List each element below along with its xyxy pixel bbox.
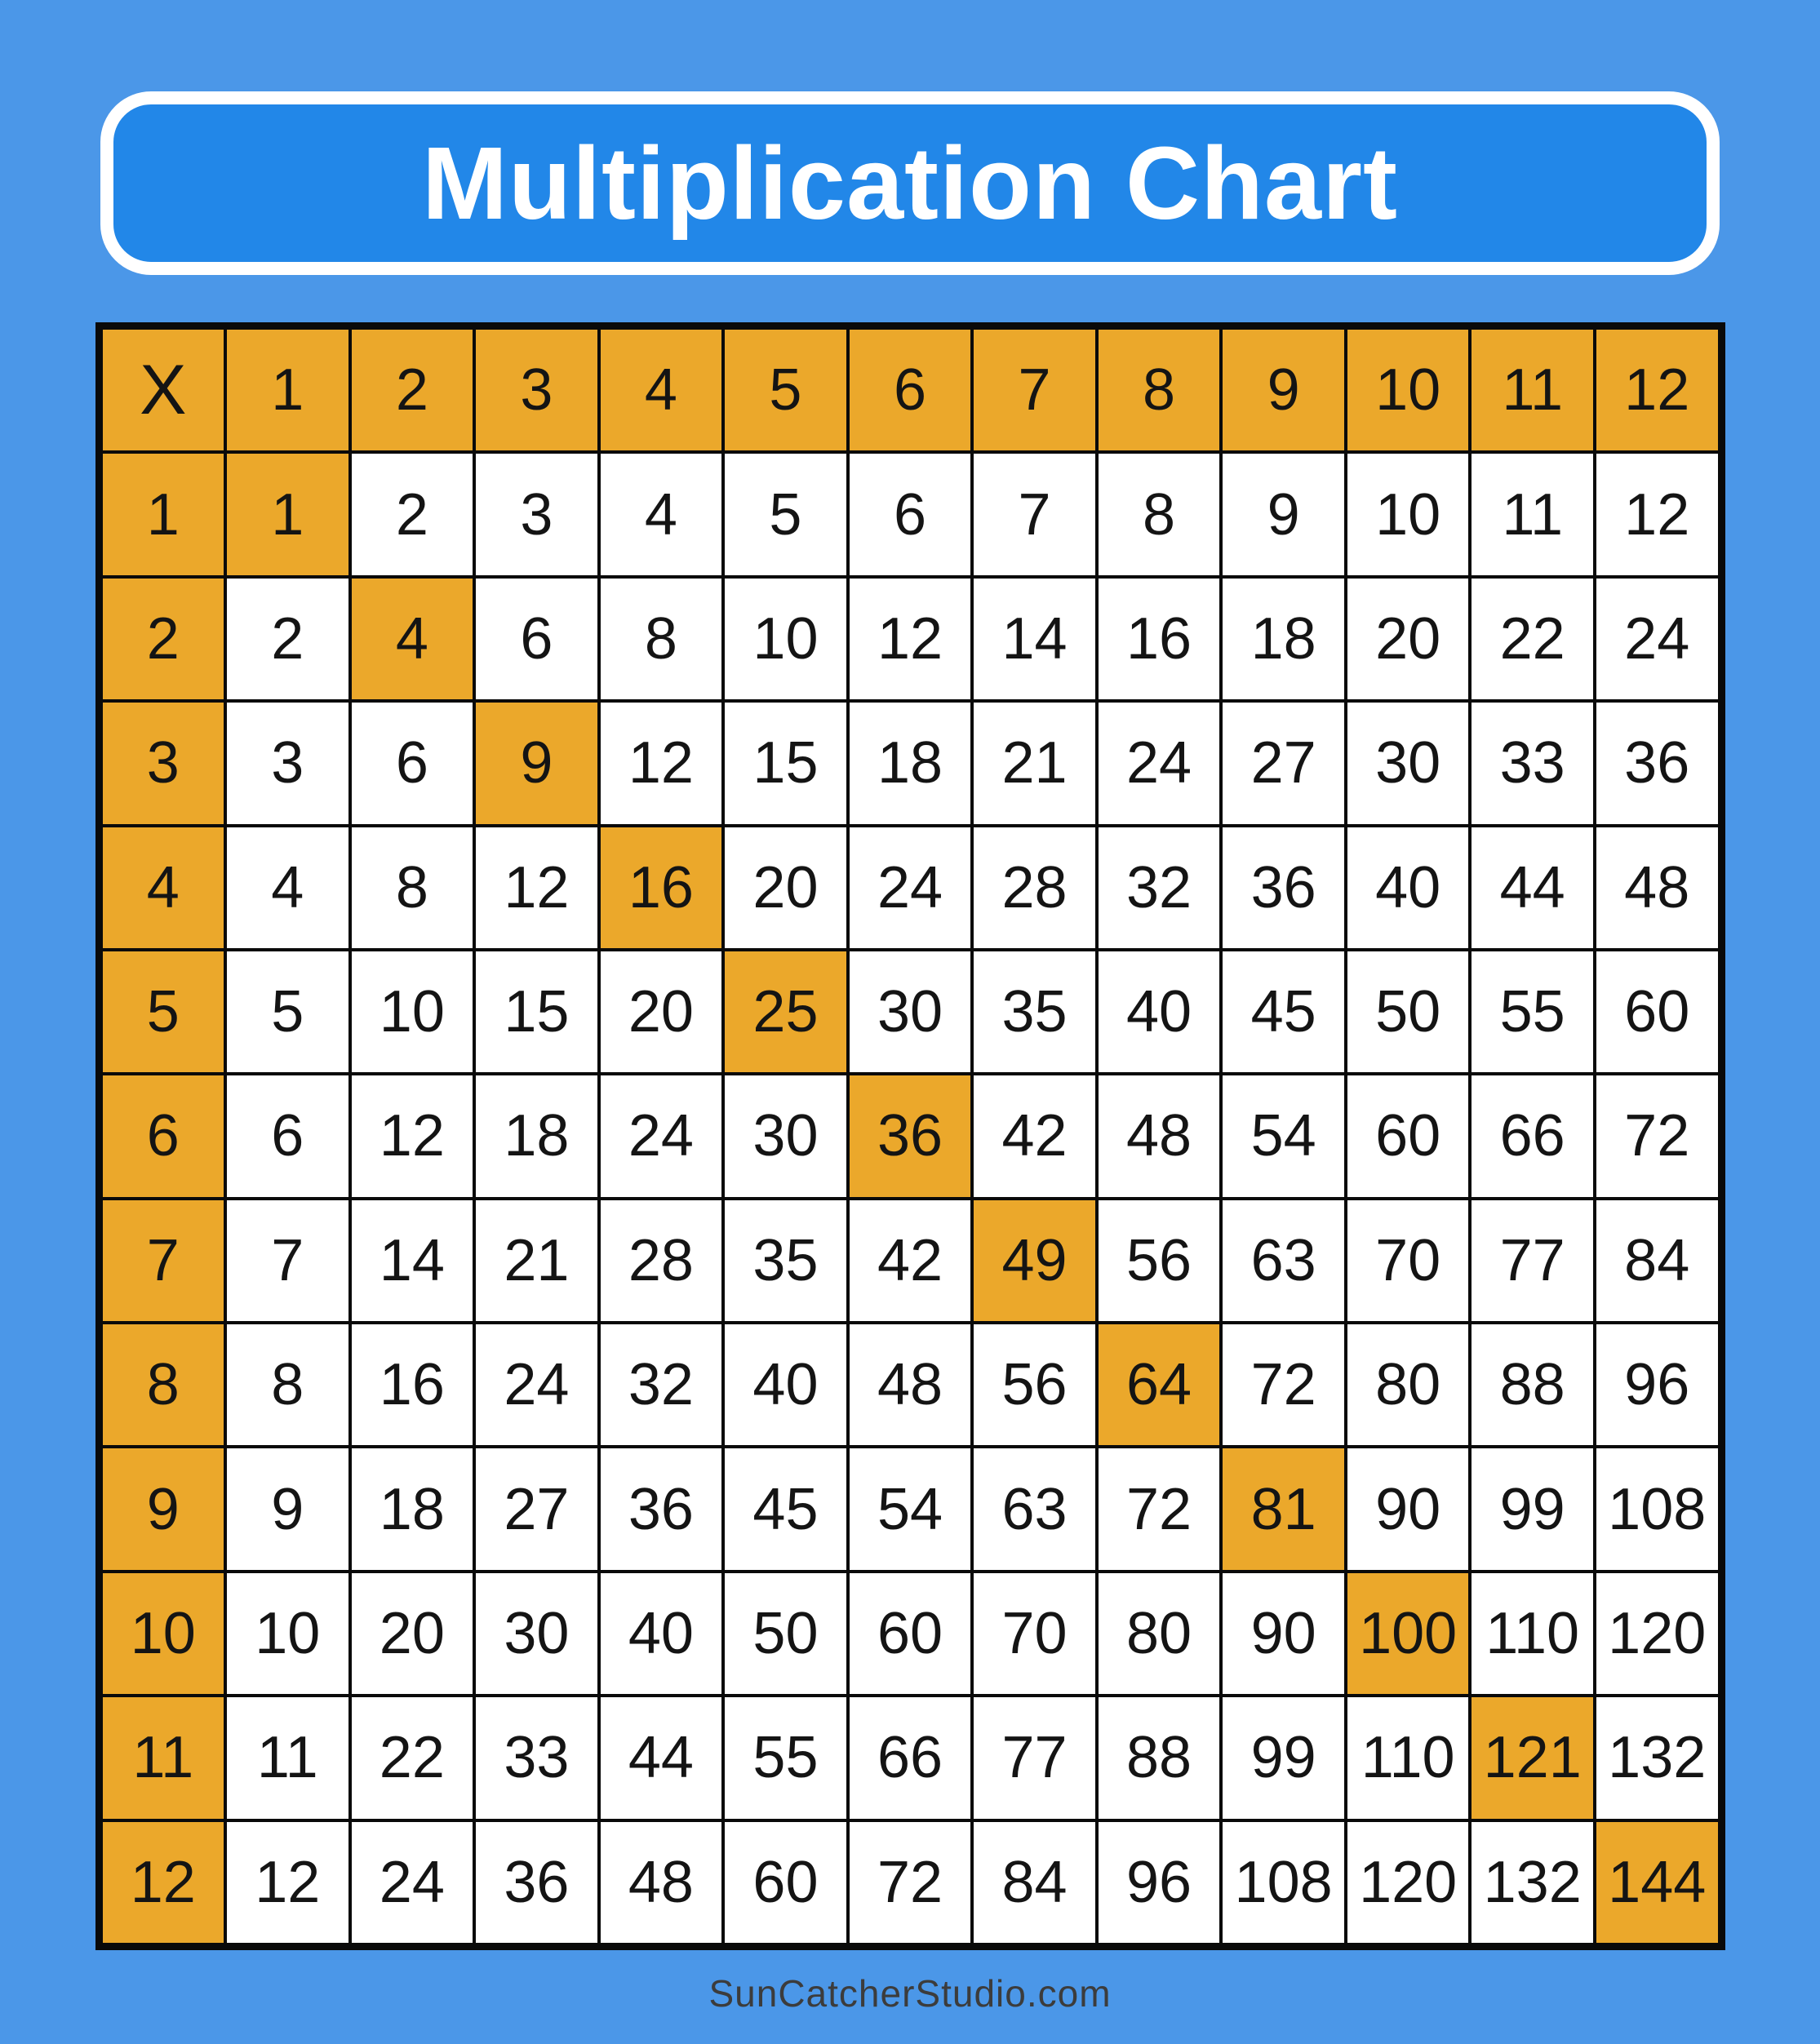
multiplication-table bbox=[103, 330, 1718, 1943]
product-cell: 28 bbox=[601, 1200, 722, 1321]
product-cell: 8 bbox=[601, 579, 722, 699]
product-cell: 28 bbox=[974, 827, 1095, 948]
multiplication-table-frame bbox=[95, 322, 1725, 1950]
product-cell: 40 bbox=[601, 1573, 722, 1694]
product-cell: 22 bbox=[352, 1697, 473, 1818]
product-cell: 8 bbox=[227, 1324, 348, 1445]
product-cell: 45 bbox=[1223, 951, 1344, 1072]
product-cell: 2 bbox=[352, 454, 473, 574]
product-cell: 18 bbox=[850, 703, 971, 823]
row-header-cell: 4 bbox=[103, 827, 224, 948]
product-cell: 12 bbox=[1596, 454, 1718, 574]
product-cell: 63 bbox=[1223, 1200, 1344, 1321]
row-header-cell: 7 bbox=[103, 1200, 224, 1321]
product-cell: 84 bbox=[1596, 1200, 1718, 1321]
product-cell: 70 bbox=[974, 1573, 1095, 1694]
product-cell: 55 bbox=[1472, 951, 1593, 1072]
product-cell: 6 bbox=[850, 454, 971, 574]
product-cell: 99 bbox=[1472, 1448, 1593, 1569]
product-cell: 24 bbox=[601, 1075, 722, 1196]
product-cell: 88 bbox=[1099, 1697, 1220, 1818]
product-cell: 32 bbox=[1099, 827, 1220, 948]
product-cell: 12 bbox=[601, 703, 722, 823]
col-header-cell: 10 bbox=[1347, 330, 1469, 450]
product-cell: 66 bbox=[1472, 1075, 1593, 1196]
row-header-cell: 2 bbox=[103, 579, 224, 699]
product-cell: 8 bbox=[1099, 454, 1220, 574]
square-product-cell: 4 bbox=[352, 579, 473, 699]
product-cell: 120 bbox=[1347, 1822, 1469, 1943]
product-cell: 80 bbox=[1099, 1573, 1220, 1694]
product-cell: 22 bbox=[1472, 579, 1593, 699]
col-header-cell: 9 bbox=[1223, 330, 1344, 450]
product-cell: 11 bbox=[1472, 454, 1593, 574]
product-cell: 66 bbox=[850, 1697, 971, 1818]
product-cell: 33 bbox=[476, 1697, 597, 1818]
product-cell: 56 bbox=[1099, 1200, 1220, 1321]
square-product-cell: 9 bbox=[476, 703, 597, 823]
product-cell: 14 bbox=[352, 1200, 473, 1321]
col-header-cell: 2 bbox=[352, 330, 473, 450]
row-header-cell: 6 bbox=[103, 1075, 224, 1196]
product-cell: 10 bbox=[725, 579, 846, 699]
product-cell: 108 bbox=[1223, 1822, 1344, 1943]
product-cell: 32 bbox=[601, 1324, 722, 1445]
product-cell: 6 bbox=[227, 1075, 348, 1196]
product-cell: 72 bbox=[1596, 1075, 1718, 1196]
square-product-cell: 100 bbox=[1347, 1573, 1469, 1694]
title-banner bbox=[100, 91, 1720, 275]
product-cell: 42 bbox=[974, 1075, 1095, 1196]
product-cell: 30 bbox=[476, 1573, 597, 1694]
product-cell: 48 bbox=[850, 1324, 971, 1445]
product-cell: 35 bbox=[974, 951, 1095, 1072]
product-cell: 27 bbox=[1223, 703, 1344, 823]
square-product-cell: 144 bbox=[1596, 1822, 1718, 1943]
square-product-cell: 1 bbox=[227, 454, 348, 574]
product-cell: 60 bbox=[1347, 1075, 1469, 1196]
page-title: Multiplication Chart bbox=[422, 125, 1398, 241]
product-cell: 21 bbox=[476, 1200, 597, 1321]
product-cell: 36 bbox=[1223, 827, 1344, 948]
product-cell: 77 bbox=[1472, 1200, 1593, 1321]
product-cell: 20 bbox=[725, 827, 846, 948]
product-cell: 4 bbox=[601, 454, 722, 574]
col-header-cell: 4 bbox=[601, 330, 722, 450]
product-cell: 24 bbox=[1596, 579, 1718, 699]
product-cell: 36 bbox=[1596, 703, 1718, 823]
product-cell: 10 bbox=[227, 1573, 348, 1694]
product-cell: 54 bbox=[850, 1448, 971, 1569]
product-cell: 63 bbox=[974, 1448, 1095, 1569]
product-cell: 54 bbox=[1223, 1075, 1344, 1196]
square-product-cell: 49 bbox=[974, 1200, 1095, 1321]
product-cell: 80 bbox=[1347, 1324, 1469, 1445]
square-product-cell: 121 bbox=[1472, 1697, 1593, 1818]
product-cell: 6 bbox=[476, 579, 597, 699]
product-cell: 45 bbox=[725, 1448, 846, 1569]
product-cell: 10 bbox=[1347, 454, 1469, 574]
product-cell: 55 bbox=[725, 1697, 846, 1818]
product-cell: 40 bbox=[1099, 951, 1220, 1072]
product-cell: 2 bbox=[227, 579, 348, 699]
product-cell: 30 bbox=[1347, 703, 1469, 823]
col-header-cell: 5 bbox=[725, 330, 846, 450]
product-cell: 3 bbox=[227, 703, 348, 823]
product-cell: 60 bbox=[1596, 951, 1718, 1072]
product-cell: 48 bbox=[1596, 827, 1718, 948]
product-cell: 50 bbox=[1347, 951, 1469, 1072]
product-cell: 132 bbox=[1472, 1822, 1593, 1943]
product-cell: 24 bbox=[1099, 703, 1220, 823]
row-header-cell: 12 bbox=[103, 1822, 224, 1943]
row-header-cell: 11 bbox=[103, 1697, 224, 1818]
col-header-cell: 1 bbox=[227, 330, 348, 450]
product-cell: 88 bbox=[1472, 1324, 1593, 1445]
product-cell: 60 bbox=[850, 1573, 971, 1694]
product-cell: 18 bbox=[1223, 579, 1344, 699]
product-cell: 48 bbox=[1099, 1075, 1220, 1196]
row-header-cell: 8 bbox=[103, 1324, 224, 1445]
product-cell: 33 bbox=[1472, 703, 1593, 823]
product-cell: 44 bbox=[1472, 827, 1593, 948]
product-cell: 84 bbox=[974, 1822, 1095, 1943]
product-cell: 5 bbox=[227, 951, 348, 1072]
row-header-cell: 5 bbox=[103, 951, 224, 1072]
product-cell: 44 bbox=[601, 1697, 722, 1818]
row-header-cell: 10 bbox=[103, 1573, 224, 1694]
col-header-cell: 7 bbox=[974, 330, 1095, 450]
row-header-cell: 3 bbox=[103, 703, 224, 823]
col-header-cell: 8 bbox=[1099, 330, 1220, 450]
product-cell: 12 bbox=[476, 827, 597, 948]
product-cell: 6 bbox=[352, 703, 473, 823]
product-cell: 9 bbox=[1223, 454, 1344, 574]
product-cell: 7 bbox=[974, 454, 1095, 574]
product-cell: 14 bbox=[974, 579, 1095, 699]
product-cell: 36 bbox=[601, 1448, 722, 1569]
product-cell: 20 bbox=[1347, 579, 1469, 699]
product-cell: 10 bbox=[352, 951, 473, 1072]
product-cell: 12 bbox=[352, 1075, 473, 1196]
product-cell: 42 bbox=[850, 1200, 971, 1321]
product-cell: 99 bbox=[1223, 1697, 1344, 1818]
product-cell: 50 bbox=[725, 1573, 846, 1694]
product-cell: 36 bbox=[476, 1822, 597, 1943]
col-header-cell: 11 bbox=[1472, 330, 1593, 450]
product-cell: 24 bbox=[850, 827, 971, 948]
product-cell: 96 bbox=[1099, 1822, 1220, 1943]
product-cell: 18 bbox=[476, 1075, 597, 1196]
product-cell: 110 bbox=[1472, 1573, 1593, 1694]
product-cell: 72 bbox=[850, 1822, 971, 1943]
square-product-cell: 81 bbox=[1223, 1448, 1344, 1569]
product-cell: 18 bbox=[352, 1448, 473, 1569]
product-cell: 30 bbox=[725, 1075, 846, 1196]
square-product-cell: 36 bbox=[850, 1075, 971, 1196]
product-cell: 56 bbox=[974, 1324, 1095, 1445]
product-cell: 24 bbox=[352, 1822, 473, 1943]
product-cell: 5 bbox=[725, 454, 846, 574]
product-cell: 90 bbox=[1223, 1573, 1344, 1694]
row-header-cell: 1 bbox=[103, 454, 224, 574]
product-cell: 12 bbox=[227, 1822, 348, 1943]
product-cell: 132 bbox=[1596, 1697, 1718, 1818]
product-cell: 16 bbox=[352, 1324, 473, 1445]
product-cell: 16 bbox=[1099, 579, 1220, 699]
product-cell: 120 bbox=[1596, 1573, 1718, 1694]
row-header-cell: 9 bbox=[103, 1448, 224, 1569]
square-product-cell: 16 bbox=[601, 827, 722, 948]
product-cell: 27 bbox=[476, 1448, 597, 1569]
product-cell: 12 bbox=[850, 579, 971, 699]
product-cell: 72 bbox=[1223, 1324, 1344, 1445]
product-cell: 15 bbox=[476, 951, 597, 1072]
square-product-cell: 25 bbox=[725, 951, 846, 1072]
product-cell: 72 bbox=[1099, 1448, 1220, 1569]
product-cell: 35 bbox=[725, 1200, 846, 1321]
product-cell: 110 bbox=[1347, 1697, 1469, 1818]
square-product-cell: 64 bbox=[1099, 1324, 1220, 1445]
product-cell: 40 bbox=[1347, 827, 1469, 948]
col-header-cell: 12 bbox=[1596, 330, 1718, 450]
product-cell: 108 bbox=[1596, 1448, 1718, 1569]
product-cell: 40 bbox=[725, 1324, 846, 1445]
product-cell: 30 bbox=[850, 951, 971, 1072]
product-cell: 60 bbox=[725, 1822, 846, 1943]
product-cell: 48 bbox=[601, 1822, 722, 1943]
col-header-cell: 6 bbox=[850, 330, 971, 450]
product-cell: 15 bbox=[725, 703, 846, 823]
product-cell: 4 bbox=[227, 827, 348, 948]
product-cell: 9 bbox=[227, 1448, 348, 1569]
product-cell: 3 bbox=[476, 454, 597, 574]
product-cell: 11 bbox=[227, 1697, 348, 1818]
product-cell: 20 bbox=[352, 1573, 473, 1694]
product-cell: 20 bbox=[601, 951, 722, 1072]
watermark-text: SunCatcherStudio.com bbox=[708, 1972, 1112, 2015]
product-cell: 24 bbox=[476, 1324, 597, 1445]
product-cell: 96 bbox=[1596, 1324, 1718, 1445]
product-cell: 8 bbox=[352, 827, 473, 948]
product-cell: 90 bbox=[1347, 1448, 1469, 1569]
product-cell: 7 bbox=[227, 1200, 348, 1321]
product-cell: 21 bbox=[974, 703, 1095, 823]
corner-cell: X bbox=[103, 330, 224, 450]
col-header-cell: 3 bbox=[476, 330, 597, 450]
product-cell: 70 bbox=[1347, 1200, 1469, 1321]
product-cell: 77 bbox=[974, 1697, 1095, 1818]
